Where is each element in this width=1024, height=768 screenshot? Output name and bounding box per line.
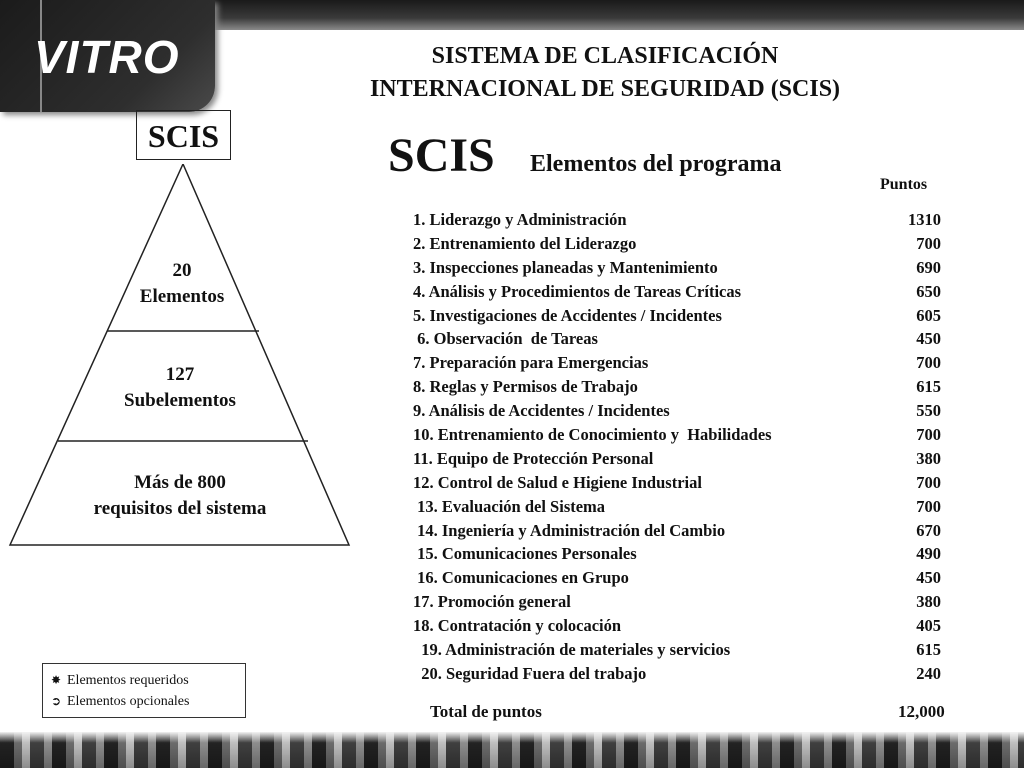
- element-points: 450: [916, 568, 941, 588]
- element-points: 605: [916, 305, 941, 325]
- list-item: [413, 208, 973, 232]
- element-name: 3. Inspecciones planeadas y Mantenimiento: [413, 257, 718, 277]
- list-item: [413, 280, 973, 304]
- element-points: 490: [916, 544, 941, 564]
- element-points: 240: [916, 663, 941, 683]
- vitro-logo: VITRO: [34, 31, 180, 83]
- list-item: [413, 304, 973, 328]
- list-item: [413, 447, 973, 471]
- slide-title-line1: SISTEMA DE CLASIFICACIÓN: [431, 43, 779, 69]
- element-points: 650: [916, 281, 941, 301]
- element-name: 10. Entrenamiento de Conocimiento y Habilidades: [413, 425, 772, 445]
- list-item: [413, 351, 973, 375]
- element-points: 700: [916, 425, 941, 445]
- element-name: 12. Control de Salud e Higiene Industrial: [413, 472, 702, 492]
- pyramid-level-subelements-label: Subelementos: [124, 390, 236, 411]
- pyramid-level-elements-label: Elementos: [139, 286, 225, 307]
- list-item: [413, 327, 973, 351]
- list-item: [413, 519, 973, 543]
- legend-item: [51, 670, 237, 691]
- element-name: 16. Comunicaciones en Grupo: [413, 568, 629, 588]
- list-item: [413, 638, 973, 662]
- element-name: 18. Contratación y colocación: [413, 616, 622, 636]
- pyramid-level-requirements-count: Más de 800: [134, 472, 226, 493]
- arrow-right-icon: ➲: [51, 694, 62, 708]
- element-points: 550: [916, 401, 941, 421]
- asterisk-icon: ✸: [51, 673, 62, 687]
- element-points: 700: [916, 233, 941, 253]
- list-item: [413, 614, 973, 638]
- element-points: 700: [916, 496, 941, 516]
- list-item: [413, 256, 973, 280]
- legend-label: Elementos requeridos: [67, 673, 189, 688]
- element-name: 17. Promoción general: [413, 592, 571, 612]
- slide-title-line2: INTERNACIONAL DE SEGURIDAD (SCIS): [369, 76, 841, 102]
- pyramid-level-elements: [92, 258, 272, 310]
- element-name: 19. Administración de materiales y servicios: [413, 640, 731, 660]
- element-points: 615: [916, 377, 941, 397]
- element-name: 13. Evaluación del Sistema: [413, 496, 606, 516]
- list-item: [413, 495, 973, 519]
- element-points: 690: [916, 257, 941, 277]
- element-points: 405: [916, 616, 941, 636]
- element-points: 615: [916, 640, 941, 660]
- element-name: 11. Equipo de Protección Personal: [413, 448, 654, 468]
- element-name: 15. Comunicaciones Personales: [413, 544, 637, 564]
- list-item: [413, 471, 973, 495]
- element-name: 5. Investigaciones de Accidentes / Incidentes: [413, 305, 722, 325]
- bottom-decorative-band: [0, 732, 1024, 768]
- element-name: 2. Entrenamiento del Liderazgo: [413, 233, 637, 253]
- element-name: 6. Observación de Tareas: [413, 329, 598, 349]
- logo-panel: [0, 0, 215, 112]
- list-item: [413, 590, 973, 614]
- pyramid-level-requirements: [40, 470, 320, 522]
- element-points: 700: [916, 353, 941, 373]
- list-item: [413, 232, 973, 256]
- list-item: [413, 566, 973, 590]
- pyramid-level-subelements: [80, 362, 280, 414]
- total-points-value: 12,000: [898, 702, 945, 721]
- program-heading: SCIS: [388, 129, 495, 182]
- scis-box-label: SCIS: [136, 110, 231, 160]
- element-name: 8. Reglas y Permisos de Trabajo: [413, 377, 638, 397]
- element-name: 1. Liderazgo y Administración: [413, 210, 627, 229]
- list-item: [413, 423, 973, 447]
- element-name: 20. Seguridad Fuera del trabajo: [413, 663, 647, 683]
- list-item: [413, 662, 973, 686]
- element-name: 4. Análisis y Procedimientos de Tareas Críticas: [413, 281, 742, 301]
- legend-item: [51, 691, 237, 712]
- element-points: 700: [916, 472, 941, 492]
- pyramid-level-subelements-count: 127: [165, 364, 195, 385]
- total-points-label: Total de puntos: [430, 702, 542, 721]
- element-points: 380: [916, 592, 941, 612]
- legend-box: [42, 663, 246, 718]
- element-name: 7. Preparación para Emergencias: [413, 353, 649, 373]
- list-item: [413, 375, 973, 399]
- points-column-header: Puntos: [880, 176, 928, 193]
- element-points: 380: [916, 448, 941, 468]
- element-name: 9. Análisis de Accidentes / Incidentes: [413, 401, 670, 421]
- list-item: [413, 399, 973, 423]
- pyramid-level-requirements-label: requisitos del sistema: [93, 498, 267, 519]
- program-elements-list: [413, 208, 973, 686]
- element-name: 14. Ingeniería y Administración del Cambio: [413, 520, 726, 540]
- element-points: 1310: [908, 210, 941, 229]
- pyramid-level-elements-count: 20: [172, 260, 192, 281]
- legend-label: Elementos opcionales: [67, 694, 190, 709]
- program-subheading: Elementos del programa: [530, 151, 782, 177]
- list-item: [413, 542, 973, 566]
- slide-title: [300, 40, 910, 106]
- element-points: 670: [916, 520, 941, 540]
- element-points: 450: [916, 329, 941, 349]
